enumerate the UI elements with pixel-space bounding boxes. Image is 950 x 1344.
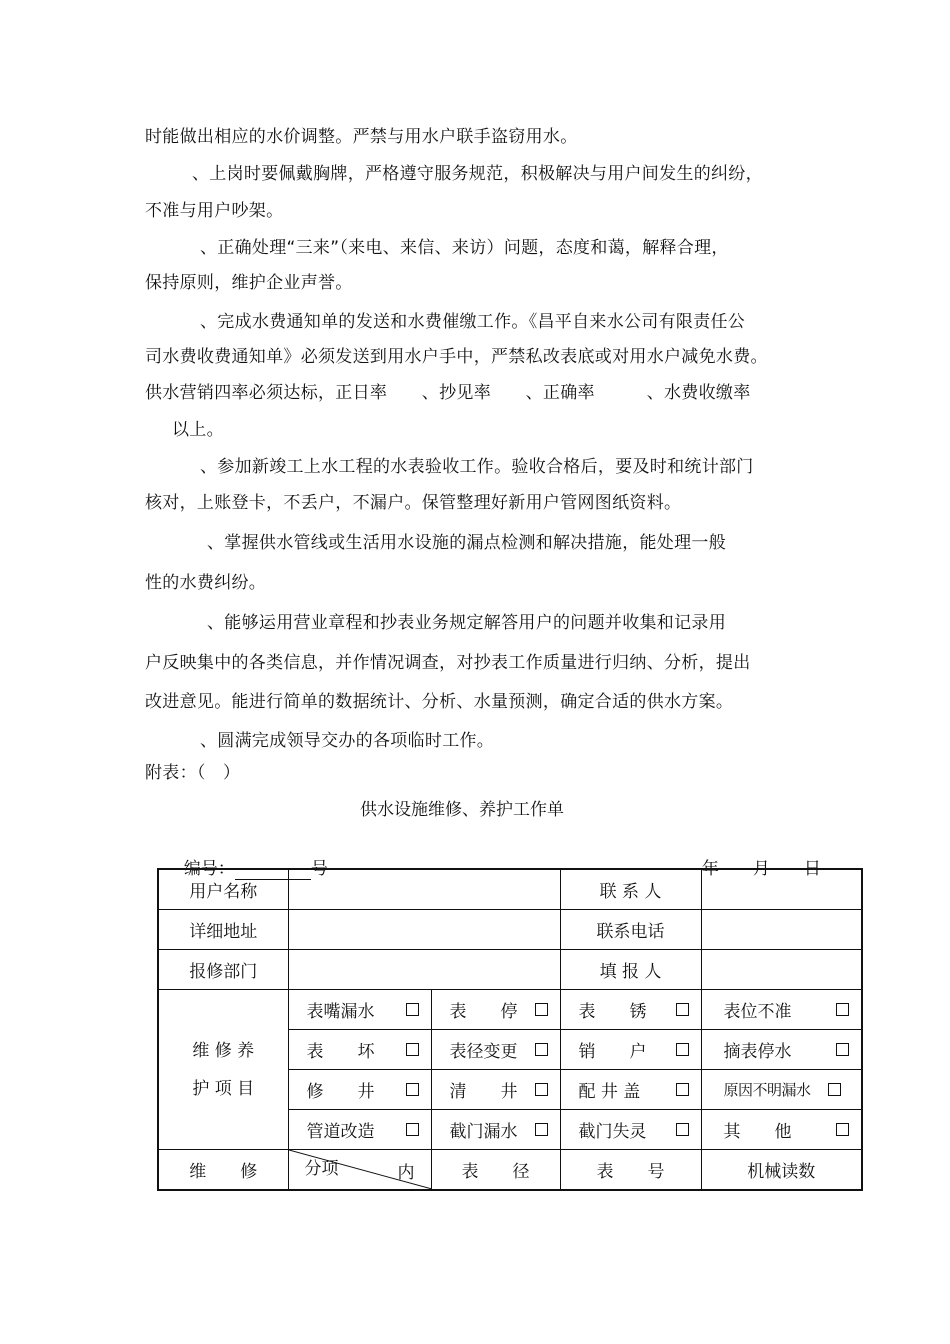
paragraph-line: 、圆满完成领导交办的各项临时工作。 bbox=[200, 731, 495, 751]
repair-dept-label: 报修部门 bbox=[158, 950, 288, 990]
maintenance-label-line: 维 修 养 bbox=[192, 1040, 255, 1061]
form-title: 供水设施维修、养护工作单 bbox=[360, 800, 564, 820]
table-row bbox=[158, 869, 862, 910]
paragraph-line: 供水营销四率必须达标，正日率 、抄见率 、正确率 、水费收缴率 bbox=[145, 383, 751, 403]
checkbox-icon[interactable] bbox=[535, 1043, 548, 1056]
item-checkbox-cell[interactable] bbox=[560, 1110, 701, 1150]
contact-phone-field[interactable] bbox=[701, 910, 862, 950]
paragraph-line: 、参加新竣工上水工程的水表验收工作。验收合格后，要及时和统计部门 bbox=[200, 457, 754, 477]
item-checkbox-cell[interactable] bbox=[560, 990, 701, 1030]
checkbox-icon[interactable] bbox=[828, 1083, 841, 1096]
checkbox-icon[interactable] bbox=[676, 1043, 689, 1056]
sub-item-label: 分项 bbox=[304, 1159, 339, 1179]
item-label: 表 停 bbox=[449, 1002, 518, 1022]
repair-dept-field[interactable] bbox=[288, 950, 560, 990]
filled-by-field[interactable] bbox=[701, 950, 862, 990]
item-label: 销 户 bbox=[578, 1042, 647, 1062]
item-checkbox-cell[interactable] bbox=[701, 990, 862, 1030]
meter-number-label: 表 号 bbox=[560, 1150, 701, 1191]
paragraph-line: 性的水费纠纷。 bbox=[145, 573, 267, 593]
item-label: 表位不准 bbox=[723, 1002, 792, 1022]
month-label: 月 bbox=[752, 859, 770, 879]
maintenance-items-label bbox=[158, 990, 288, 1150]
item-checkbox-cell[interactable] bbox=[560, 1030, 701, 1070]
maintenance-label-line: 护 项 目 bbox=[192, 1078, 255, 1099]
table-row bbox=[158, 990, 862, 1030]
item-checkbox-cell[interactable] bbox=[431, 1070, 560, 1110]
item-checkbox-cell[interactable] bbox=[431, 990, 560, 1030]
item-label: 摘表停水 bbox=[723, 1042, 792, 1062]
user-name-label: 用户名称 bbox=[158, 869, 288, 910]
paragraph-line: 、完成水费通知单的发送和水费催缴工作。《昌平自来水公司有限责任公 bbox=[200, 312, 746, 332]
day-label: 日 bbox=[803, 859, 821, 879]
table-row bbox=[158, 910, 862, 950]
mechanical-reading-label: 机械读数 bbox=[701, 1150, 862, 1191]
checkbox-icon[interactable] bbox=[535, 1083, 548, 1096]
item-checkbox-cell[interactable] bbox=[701, 1110, 862, 1150]
item-label: 配 井 盖 bbox=[578, 1082, 641, 1102]
repair-label: 维 修 bbox=[158, 1150, 288, 1191]
item-checkbox-cell[interactable] bbox=[431, 1110, 560, 1150]
checkbox-icon[interactable] bbox=[836, 1003, 849, 1016]
item-label: 表嘴漏水 bbox=[306, 1002, 375, 1022]
diagonal-header-cell bbox=[288, 1150, 431, 1191]
checkbox-icon[interactable] bbox=[535, 1123, 548, 1136]
table-row bbox=[158, 1150, 862, 1191]
item-checkbox-cell[interactable] bbox=[701, 1030, 862, 1070]
number-suffix: 号 bbox=[310, 859, 328, 879]
paragraph-line: 以上。 bbox=[172, 420, 224, 440]
item-label: 原因不明漏水 bbox=[723, 1081, 811, 1099]
contact-person-label: 联 系 人 bbox=[560, 869, 701, 910]
item-label: 截门失灵 bbox=[578, 1122, 647, 1142]
paragraph-line: 户反映集中的各类信息，并作情况调查，对抄表工作质量进行归纳、分析，提出 bbox=[145, 653, 751, 673]
maintenance-form-table bbox=[157, 868, 863, 1191]
checkbox-icon[interactable] bbox=[676, 1083, 689, 1096]
contact-person-field[interactable] bbox=[701, 869, 862, 910]
item-label: 修 井 bbox=[306, 1082, 375, 1102]
item-checkbox-cell[interactable] bbox=[701, 1070, 862, 1110]
paragraph-line: 、正确处理“三来”（来电、来信、来访）问题，态度和蔼，解释合理， bbox=[200, 238, 729, 258]
checkbox-icon[interactable] bbox=[676, 1003, 689, 1016]
item-label: 清 井 bbox=[449, 1082, 518, 1102]
paragraph-line: 、上岗时要佩戴胸牌，严格遵守服务规范，积极解决与用户间发生的纠纷， bbox=[192, 164, 763, 184]
table-row bbox=[158, 950, 862, 990]
item-checkbox-cell[interactable] bbox=[431, 1030, 560, 1070]
item-checkbox-cell[interactable] bbox=[288, 1030, 431, 1070]
checkbox-icon[interactable] bbox=[676, 1123, 689, 1136]
paragraph-line: 、能够运用营业章程和抄表业务规定解答用户的问题并收集和记录用 bbox=[207, 613, 726, 633]
number-label: 编号： bbox=[183, 859, 235, 879]
contact-phone-label: 联系电话 bbox=[560, 910, 701, 950]
meter-diameter-label: 表 径 bbox=[431, 1150, 560, 1191]
paragraph-line: 时能做出相应的水价调整。严禁与用水户联手盗窃用水。 bbox=[145, 127, 578, 147]
year-label: 年 bbox=[701, 859, 719, 879]
paragraph-line: 司水费收费通知单》必须发送到用水户手中，严禁私改表底或对用水户减免水费。 bbox=[145, 347, 768, 367]
item-label: 表 锈 bbox=[578, 1002, 647, 1022]
paragraph-line: 保持原则，维护企业声誉。 bbox=[145, 273, 353, 293]
address-field[interactable] bbox=[288, 910, 560, 950]
paragraph-line: 不准与用户吵架。 bbox=[145, 201, 284, 221]
item-checkbox-cell[interactable] bbox=[560, 1070, 701, 1110]
item-label: 表径变更 bbox=[449, 1042, 518, 1062]
item-label: 其 他 bbox=[723, 1122, 792, 1142]
checkbox-icon[interactable] bbox=[406, 1003, 419, 1016]
attachment-label: 附表：（ ） bbox=[145, 763, 241, 783]
address-label: 详细地址 bbox=[158, 910, 288, 950]
checkbox-icon[interactable] bbox=[535, 1003, 548, 1016]
paragraph-line: 改进意见。能进行简单的数据统计、分析、水量预测，确定合适的供水方案。 bbox=[145, 692, 734, 712]
item-checkbox-cell[interactable] bbox=[288, 1070, 431, 1110]
checkbox-icon[interactable] bbox=[836, 1123, 849, 1136]
item-label: 表 坏 bbox=[306, 1042, 375, 1062]
user-name-field[interactable] bbox=[288, 869, 560, 910]
checkbox-icon[interactable] bbox=[836, 1043, 849, 1056]
filled-by-label: 填 报 人 bbox=[560, 950, 701, 990]
item-label: 截门漏水 bbox=[449, 1122, 518, 1142]
checkbox-icon[interactable] bbox=[406, 1123, 419, 1136]
item-checkbox-cell[interactable] bbox=[288, 990, 431, 1030]
item-label: 管道改造 bbox=[306, 1122, 375, 1142]
paragraph-line: 核对，上账登卡，不丢户，不漏户。保管整理好新用户管网图纸资料。 bbox=[145, 493, 682, 513]
checkbox-icon[interactable] bbox=[406, 1043, 419, 1056]
content-label: 内 bbox=[397, 1163, 415, 1183]
item-checkbox-cell[interactable] bbox=[288, 1110, 431, 1150]
checkbox-icon[interactable] bbox=[406, 1083, 419, 1096]
paragraph-line: 、掌握供水管线或生活用水设施的漏点检测和解决措施，能处理一般 bbox=[207, 533, 726, 553]
